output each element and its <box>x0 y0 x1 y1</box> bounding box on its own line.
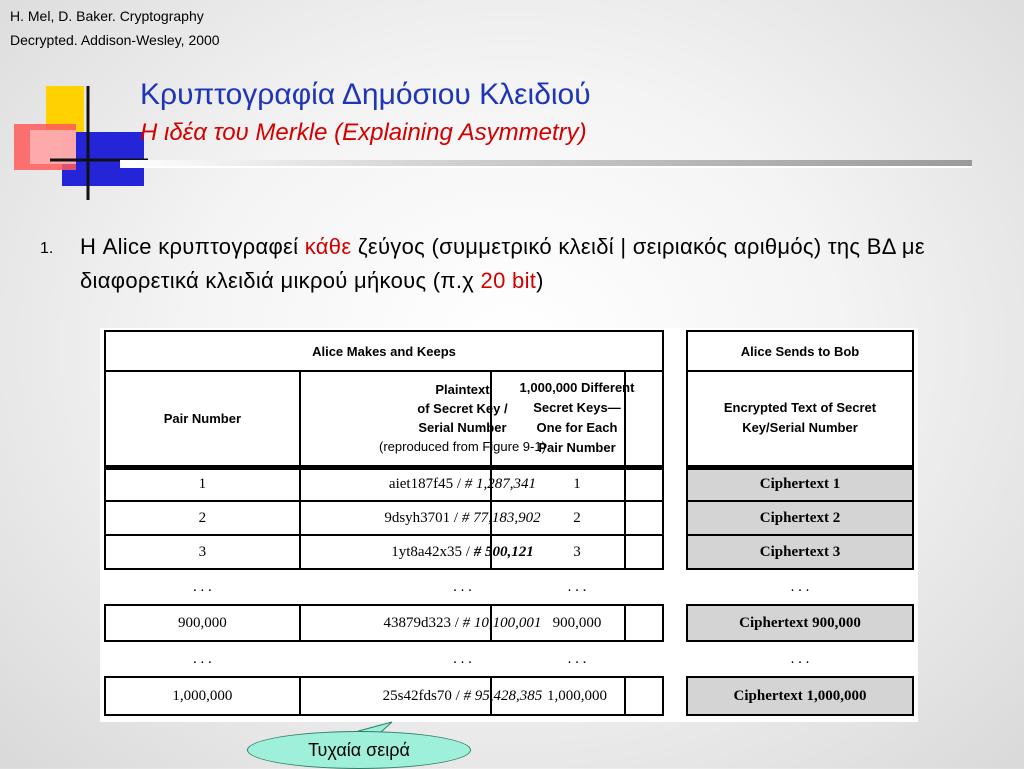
table-row: 2 <box>105 501 300 535</box>
table-row: Ciphertext 2 <box>687 501 913 535</box>
table-row: 2 <box>491 501 663 535</box>
table-row: 1 <box>105 467 300 501</box>
table-row: . . . <box>300 569 626 605</box>
row-key: 1yt8a42x35 <box>391 543 463 560</box>
table-row: 1yt8a42x35 / # 500,121 <box>300 535 626 569</box>
row-serial: # 1,287,341 <box>464 476 536 493</box>
row-serial: # 77,183,902 <box>461 509 541 526</box>
table-row: 3 <box>105 535 300 569</box>
column-header-ciphertext <box>687 371 913 467</box>
table-row: 43879d323 / # 10,100,001 <box>300 605 626 641</box>
table-row: 1,000,000 <box>491 677 663 715</box>
column-header-keys <box>491 371 663 467</box>
keys-header-line2: Secret Keys— <box>533 400 621 416</box>
row-key: 43879d323 <box>383 614 451 631</box>
page-subtitle: Η ιδέα του Merkle (Explaining Asymmetry) <box>140 119 587 146</box>
alice-sends-table <box>686 330 914 716</box>
plaintext-header-line4: (reproduced from Figure 9-1) <box>379 439 546 455</box>
table-row: . . . <box>105 569 300 605</box>
table-row: 9dsyh3701 / # 77,183,902 <box>300 501 626 535</box>
secret-keys-table <box>490 370 664 716</box>
table-row: aiet187f45 / # 1,287,341 <box>300 467 626 501</box>
table-row: 25s42fds70 / # 95,428,385 <box>300 677 626 715</box>
table-row: . . . <box>687 641 913 677</box>
row-serial: # 10,100,001 <box>462 614 542 631</box>
table-row: Ciphertext 1,000,000 <box>687 677 913 715</box>
table-row: . . . <box>491 569 663 605</box>
keys-header-line4: Pair Number <box>538 440 616 456</box>
cipher-header-line2: Key/Serial Number <box>742 420 858 436</box>
table-row: Ciphertext 900,000 <box>687 605 913 641</box>
row-serial: # 500,121 <box>473 543 534 560</box>
random-order-callout: Τυχαία σειρά <box>247 731 471 769</box>
table-row: 1 <box>491 467 663 501</box>
row-serial: # 95,428,385 <box>463 687 543 704</box>
bullet-part1: Η Alice κρυπτογραφεί <box>80 234 305 259</box>
plaintext-header-line1: Plaintext <box>435 382 490 398</box>
page-title: Κρυπτογραφία Δημόσιου Κλειδιού <box>140 78 591 111</box>
group-header-sends: Alice Sends to Bob <box>687 331 913 371</box>
plaintext-header-line3: Serial Number <box>418 420 507 436</box>
keys-header-line3: One for Each <box>536 420 618 436</box>
bullet-highlight-every: κάθε <box>304 234 352 259</box>
bullet-number: 1. <box>40 240 54 257</box>
table-row: 900,000 <box>105 605 300 641</box>
table-row: 1,000,000 <box>105 677 300 715</box>
title-divider-highlight <box>120 166 972 168</box>
bullet-part2: ζεύγος (συμμετρικό κλειδί | σειριακός αριθμός) της ΒΔ με διαφορετικά κλειδιά μικρού μήκους (π.χ <box>80 234 925 293</box>
table-row: . . . <box>105 641 300 677</box>
reference-line-2: Decrypted. Addison-Wesley, 2000 <box>10 32 220 48</box>
plaintext-header-line2: of Secret Key / <box>417 401 508 417</box>
table-row: 900,000 <box>491 605 663 641</box>
column-header-pair: Pair Number <box>105 371 300 467</box>
table-row: Ciphertext 3 <box>687 535 913 569</box>
table-row: . . . <box>491 641 663 677</box>
table-row: . . . <box>687 569 913 605</box>
merkle-figure <box>100 328 918 722</box>
row-key: 25s42fds70 <box>382 687 452 704</box>
table-row: . . . <box>300 641 626 677</box>
bullet-highlight-bits: 20 bit <box>480 268 537 293</box>
table-row: 3 <box>491 535 663 569</box>
row-key: aiet187f45 <box>388 476 454 493</box>
bullet-part3: ) <box>536 268 544 293</box>
reference-line-1: H. Mel, D. Baker. Cryptography <box>10 8 204 24</box>
decorative-squares-logo <box>0 0 160 210</box>
keys-header-line1: 1,000,000 Different <box>519 380 635 396</box>
table-row: Ciphertext 1 <box>687 467 913 501</box>
bullet-text <box>80 230 980 298</box>
row-key: 9dsyh3701 <box>384 509 451 526</box>
group-header-keeps: Alice Makes and Keeps <box>105 331 663 371</box>
cipher-header-line1: Encrypted Text of Secret <box>723 400 877 416</box>
